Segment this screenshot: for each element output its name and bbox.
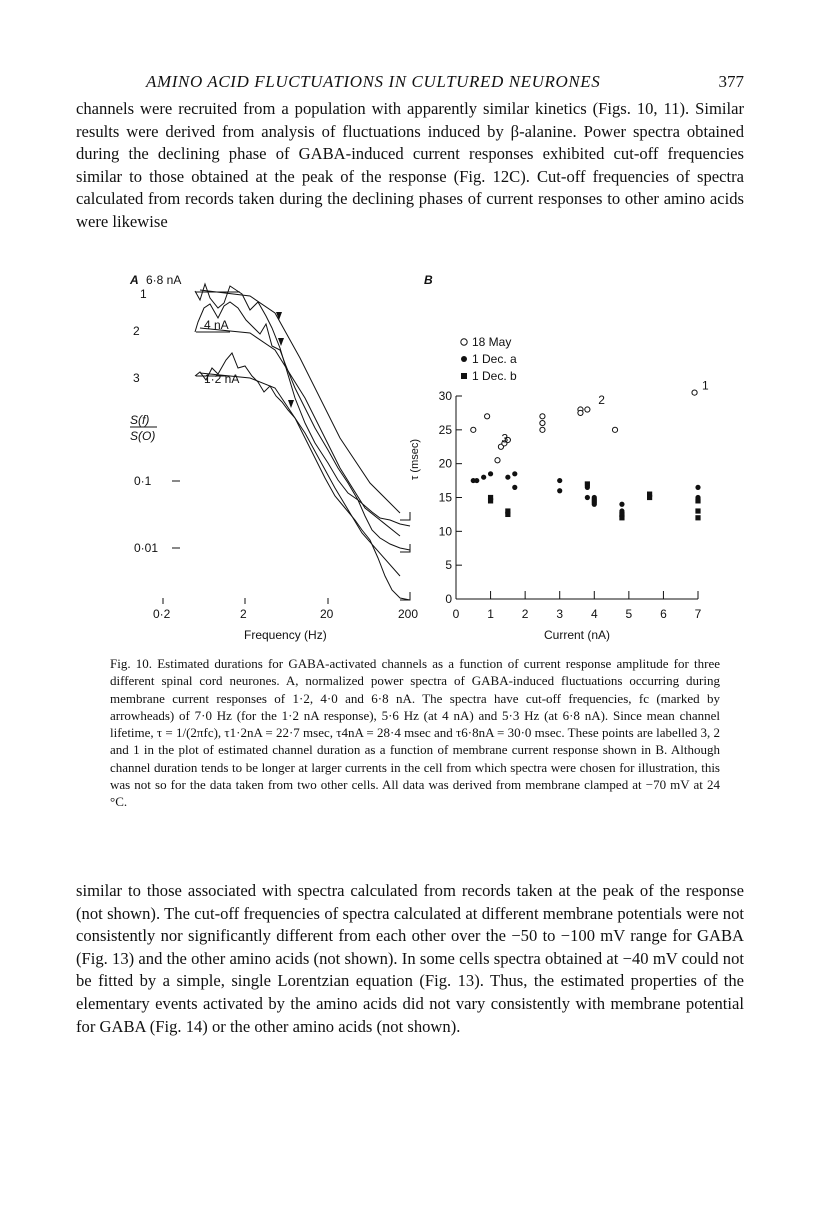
y-tick-label: 15 xyxy=(438,490,452,505)
data-point-1-dec-b xyxy=(695,498,700,503)
data-point-1-dec-b xyxy=(592,498,597,503)
y-tick-label: 10 xyxy=(438,524,452,539)
legend-filled-square-marker xyxy=(461,373,467,379)
x-tick-label-0-2: 0·2 xyxy=(153,607,171,621)
spectrum-trace-1-fit xyxy=(200,290,400,513)
scatter-plot-b xyxy=(439,379,709,621)
panel-b-label: B xyxy=(424,273,433,287)
data-point-18-may xyxy=(540,414,545,419)
figure-svg xyxy=(100,268,720,646)
data-point-1-dec-a xyxy=(481,475,486,480)
data-point-18-may xyxy=(585,407,590,412)
data-point-18-may xyxy=(612,427,617,432)
y-tick-label-0-1: 0·1 xyxy=(134,474,152,488)
trace-3-current: 1·2 nA xyxy=(204,372,240,386)
panel-a-label: A xyxy=(130,273,139,287)
legend-open-circle-marker xyxy=(461,339,467,345)
data-point-1-dec-a xyxy=(505,475,510,480)
legend-1-dec-b: 1 Dec. b xyxy=(472,369,517,383)
y-tick-label: 0 xyxy=(445,592,452,606)
data-point-1-dec-b xyxy=(647,495,652,500)
data-point-1-dec-a xyxy=(512,485,517,490)
x-tick-label: 4 xyxy=(590,607,598,621)
body-paragraph-top: channels were recruited from a population with apparently similar kinetics (Figs. 10, 11). Similar results were derived from analysis of fluctuations induced by β-alanine. Power spectra obtained during the declining phase of GABA-induced current responses exhibited cut-off frequencies similar to those obtained at the peak of the response (Fig. 12C). Cut-off frequencies of spectra calculated from records taken during the declining phases of current responses to other amino acids were likewise xyxy=(76,99,744,231)
x-tick-label-2: 2 xyxy=(240,607,247,621)
data-point-1-dec-a xyxy=(557,478,562,483)
trace-3-number: 3 xyxy=(133,371,140,385)
data-point-18-may xyxy=(540,420,545,425)
x-tick-label: 1 xyxy=(487,607,494,621)
x-tick-label: 5 xyxy=(625,607,633,621)
figure-10 xyxy=(100,268,720,646)
running-header xyxy=(76,72,744,96)
data-point-18-may xyxy=(485,414,490,419)
point-label-1: 1 xyxy=(702,378,709,393)
data-point-1-dec-b xyxy=(695,515,700,520)
y-label-denominator: S(O) xyxy=(130,429,156,443)
data-point-18-may xyxy=(471,427,476,432)
data-point-1-dec-b xyxy=(488,498,493,503)
data-point-1-dec-b xyxy=(585,481,590,486)
data-point-1-dec-a xyxy=(585,495,590,500)
y-label-numerator: S(f) xyxy=(130,413,150,427)
data-point-1-dec-b xyxy=(695,508,700,513)
data-point-18-may xyxy=(540,427,545,432)
y-tick-label: 25 xyxy=(438,422,452,437)
data-point-1-dec-a xyxy=(619,502,624,507)
x-tick-label-200: 200 xyxy=(398,607,419,621)
x-tick-label: 2 xyxy=(521,607,529,621)
data-point-1-dec-a xyxy=(512,471,517,476)
data-point-1-dec-a xyxy=(695,485,700,490)
trace-1-number: 1 xyxy=(140,287,147,301)
legend-1-dec-a: 1 Dec. a xyxy=(472,352,517,366)
spectrum-trace-3 xyxy=(195,353,410,600)
legend-18-may: 18 May xyxy=(472,335,512,349)
y-tick-label: 20 xyxy=(438,456,452,471)
spectrum-trace-2 xyxy=(195,302,410,550)
spectrum-trace-3-fit xyxy=(200,373,400,576)
y-tick-label: 30 xyxy=(438,389,452,403)
data-point-1-dec-a xyxy=(474,478,479,483)
x-tick-label-20: 20 xyxy=(320,607,334,621)
y-axis-label-tau: τ (msec) xyxy=(409,438,421,480)
trace-2-current: 4 nA xyxy=(204,318,229,332)
trace-1-current: 6·8 nA xyxy=(146,273,182,287)
trace-1-baseline xyxy=(400,512,410,520)
data-point-18-may xyxy=(692,390,697,395)
spectrum-trace-2-fit xyxy=(200,328,400,536)
trace-2-number: 2 xyxy=(133,324,140,338)
x-axis-label-current: Current (nA) xyxy=(544,628,611,642)
legend-filled-circle-marker xyxy=(461,356,467,362)
arrowhead-trace-3 xyxy=(288,400,294,408)
x-tick-label: 7 xyxy=(694,607,702,621)
data-point-1-dec-b xyxy=(505,512,510,517)
body-paragraph-bottom: similar to those associated with spectra calculated from records taken at the peak of the response (not shown). The cut-off frequencies of spectra calculated at different membrane potentials were not consistently nor significantly different from each other over the −50 to −100 mV range for GABA (Fig. 13) and the other amino acids (not shown). In some cells spectra obtained at −40 mV could not be fitted by a simple, single Lorentzian equation (Fig. 13). Thus, the estimated properties of the elementary events activated by the amino acids did not vary consistently with membrane potential for GABA (Fig. 14) or the other amino acids (not shown). xyxy=(76,881,744,1036)
x-tick-label: 3 xyxy=(556,607,564,621)
y-tick-label-0-01: 0·01 xyxy=(134,541,159,555)
data-point-1-dec-a xyxy=(557,488,562,493)
y-tick-label: 5 xyxy=(445,558,452,573)
point-label-3: 3 xyxy=(501,431,509,446)
data-point-18-may xyxy=(495,458,500,463)
data-point-1-dec-a xyxy=(488,471,493,476)
data-point-18-may xyxy=(578,410,583,415)
running-title: AMINO ACID FLUCTUATIONS IN CULTURED NEURONES xyxy=(146,72,601,91)
x-axis-label-frequency: Frequency (Hz) xyxy=(244,628,327,642)
x-tick-label: 6 xyxy=(660,607,667,621)
data-point-1-dec-b xyxy=(619,515,624,520)
figure-caption: Fig. 10. Estimated durations for GABA-activated channels as a function of current response amplitude for three different spinal cord neurones. A, normalized power spectra of GABA-induced fluctuations occurring during membrane current responses of 1·2, 4·0 and 6·8 nA. The spectra have cut-off frequencies, fc (marked by arrowheads) of 7·0 Hz (for the 1·2 nA response), 5·6 Hz (at 4 nA) and 5·3 Hz (at 6·8 nA). Since mean channel lifetime, τ = 1/(2πfc), τ1·2nA = 22·7 msec, τ4nA = 28·4 msec and τ6·8nA = 30·0 msec. These points are labelled 3, 2 and 1 in the plot of estimated channel duration as a function of membrane current response shown in B. Although channel duration tends to be longer at larger currents in the cell from which spectra were chosen for illustration, this was not so for the data taken from two other cells. All data was derived from membrane clamped at −70 mV at 24 °C. xyxy=(110,656,720,810)
x-tick-label: 0 xyxy=(452,607,460,621)
point-label-2: 2 xyxy=(598,392,605,407)
page-number: 377 xyxy=(718,72,744,91)
